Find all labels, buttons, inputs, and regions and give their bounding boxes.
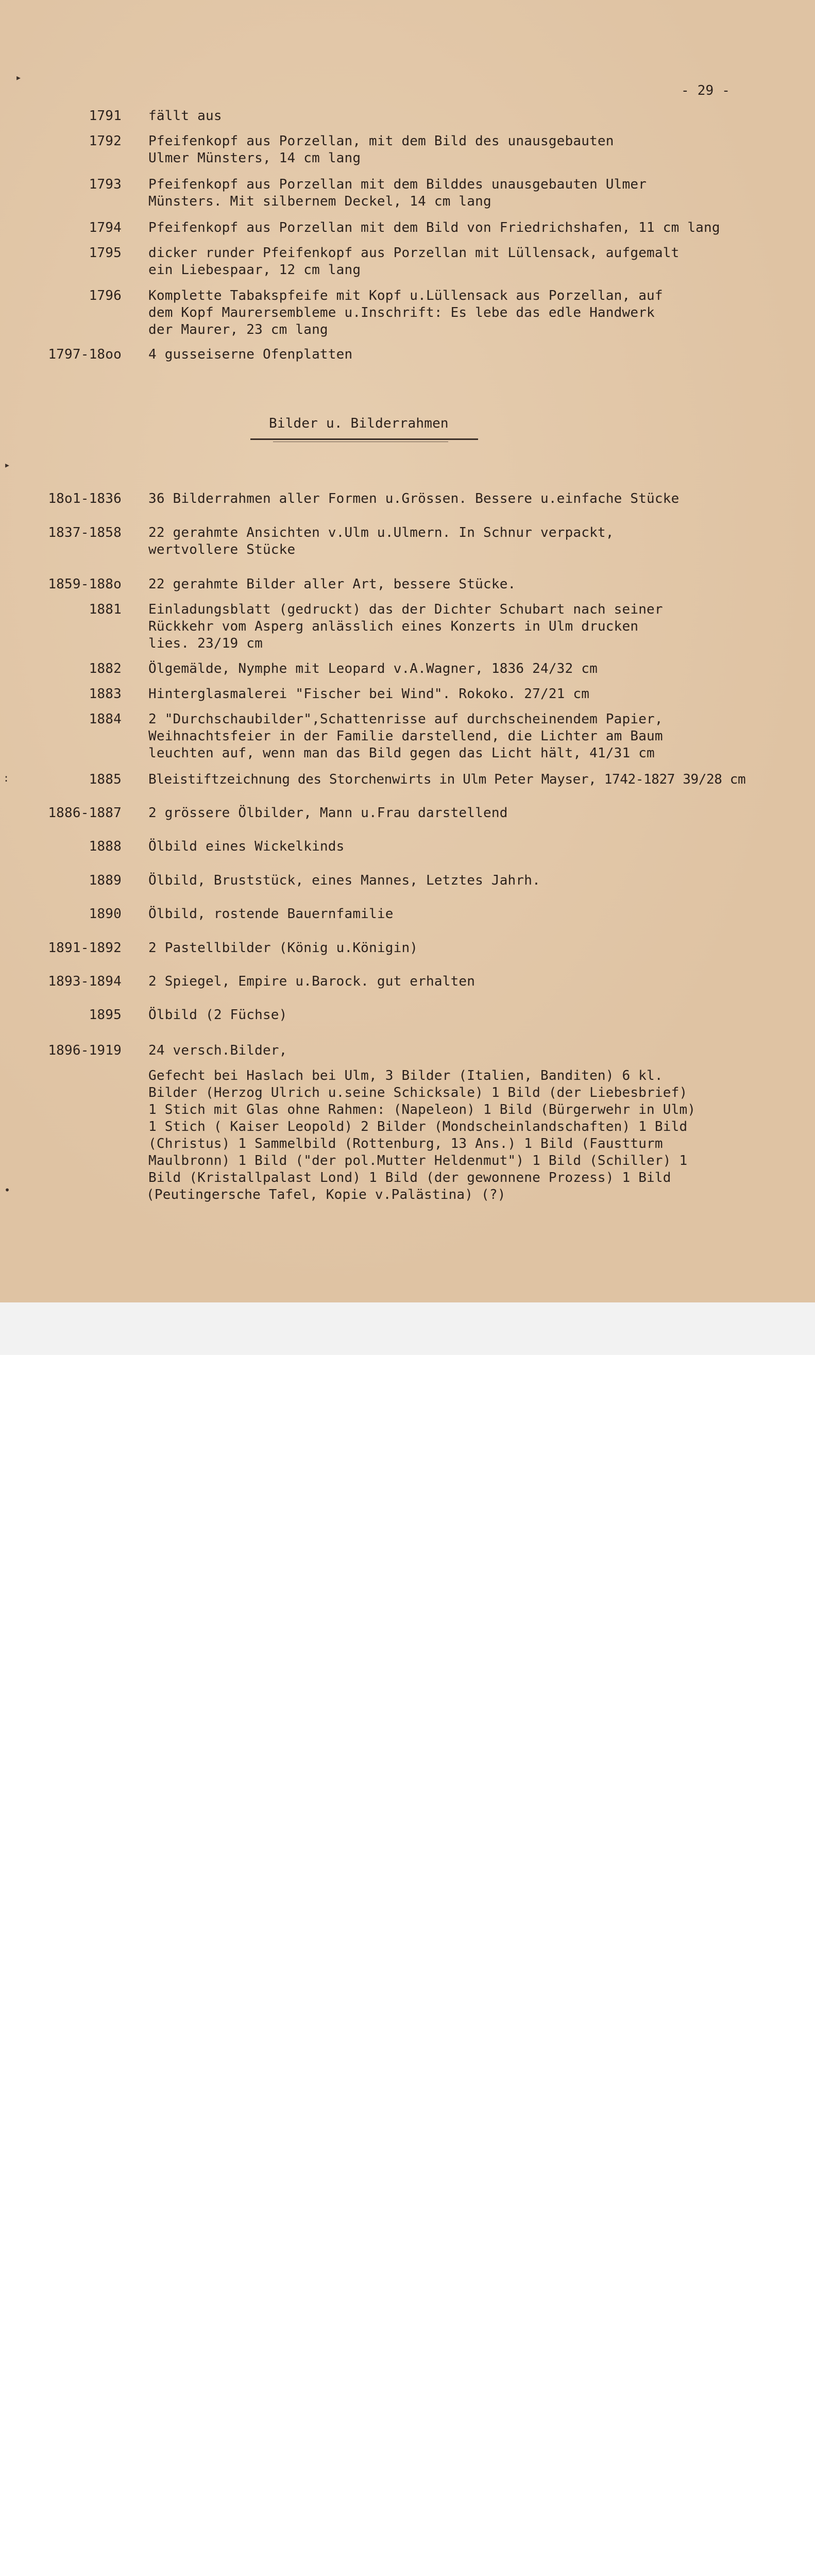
margin-dot: • bbox=[4, 1184, 11, 1196]
paragraph-line: 1 Stich mit Glas ohne Rahmen: (Napeleon) 1 Bild (Bürgerwehr in Ulm) bbox=[148, 1102, 696, 1117]
entry-line: 24 versch.Bilder, bbox=[148, 1043, 287, 1058]
paragraph-line: Maulbronn) 1 Bild ("der pol.Mutter Heldenmut") 1 Bild (Schiller) 1 bbox=[148, 1153, 688, 1168]
entry-number: 1891-1892 bbox=[48, 940, 122, 956]
margin-dot: ▸ bbox=[15, 71, 22, 83]
entry-number: 1794 bbox=[89, 220, 122, 235]
entry-number: 1796 bbox=[89, 288, 122, 303]
entry-line: ein Liebespaar, 12 cm lang bbox=[148, 262, 361, 278]
entry-line: fällt aus bbox=[148, 108, 222, 124]
entry-number: 1883 bbox=[89, 686, 122, 702]
entry-line: 2 Spiegel, Empire u.Barock. gut erhalten bbox=[148, 974, 476, 989]
entry-line: Ölbild, Bruststück, eines Mannes, Letztes Jahrh. bbox=[148, 873, 540, 888]
entry-line: Rückkehr vom Asperg anlässlich eines Konzerts in Ulm drucken bbox=[148, 619, 639, 634]
entry-line: 36 Bilderrahmen aller Formen u.Grössen. Bessere u.einfache Stücke bbox=[148, 491, 680, 506]
entry-line: 2 Pastellbilder (König u.Königin) bbox=[148, 940, 418, 956]
entry-number: 1859-188o bbox=[48, 577, 122, 592]
footer-bar bbox=[0, 1302, 815, 1355]
entry-number: 1895 bbox=[89, 1007, 122, 1023]
entry-line: 22 gerahmte Ansichten v.Ulm u.Ulmern. In Schnur verpackt, bbox=[148, 525, 614, 540]
entry-number: 1896-1919 bbox=[48, 1043, 122, 1058]
section-heading: Bilder u. Bilderrahmen bbox=[269, 416, 449, 431]
entry-line: Komplette Tabakspfeife mit Kopf u.Lüllensack aus Porzellan, auf bbox=[148, 288, 663, 303]
entry-line: 2 "Durchschaubilder",Schattenrisse auf durchscheinendem Papier, bbox=[148, 711, 663, 727]
entry-line: der Maurer, 23 cm lang bbox=[148, 322, 328, 337]
margin-dot: : bbox=[3, 772, 10, 784]
heading-underline bbox=[250, 438, 478, 440]
entry-number: 1890 bbox=[89, 906, 122, 922]
entry-number: 1881 bbox=[89, 602, 122, 617]
entry-line: Ölgemälde, Nymphe mit Leopard v.A.Wagner, 1836 24/32 cm bbox=[148, 661, 598, 676]
entry-line: wertvollere Stücke bbox=[148, 542, 296, 557]
entry-line: Münsters. Mit silbernem Deckel, 14 cm lang bbox=[148, 194, 491, 209]
entry-line: Ölbild, rostende Bauernfamilie bbox=[148, 906, 394, 922]
entry-line: Ulmer Münsters, 14 cm lang bbox=[148, 150, 361, 166]
entry-number: 1882 bbox=[89, 661, 122, 676]
entry-number: 18o1-1836 bbox=[48, 491, 122, 506]
entry-line: Einladungsblatt (gedruckt) das der Dichter Schubart nach seiner bbox=[148, 602, 663, 617]
entry-number: 1791 bbox=[89, 108, 122, 124]
margin-dot: ▸ bbox=[4, 459, 11, 471]
entry-number: 1793 bbox=[89, 177, 122, 192]
entry-number: 1886-1887 bbox=[48, 805, 122, 821]
entry-number: 1889 bbox=[89, 873, 122, 888]
paragraph-line: Bild (Kristallpalast Lond) 1 Bild (der gewonnene Prozess) 1 Bild bbox=[148, 1170, 671, 1185]
paragraph-line: (Christus) 1 Sammelbild (Rottenburg, 13 Ans.) 1 Bild (Faustturm bbox=[148, 1136, 663, 1151]
entry-line: Bleistiftzeichnung des Storchenwirts in Ulm Peter Mayser, 1742-1827 39/28 cm bbox=[148, 772, 746, 787]
entry-number: 1885 bbox=[89, 772, 122, 787]
entry-line: Ölbild eines Wickelkinds bbox=[148, 839, 345, 854]
entry-line: Hinterglasmalerei "Fischer bei Wind". Rokoko. 27/21 cm bbox=[148, 686, 590, 702]
paragraph-line: Gefecht bei Haslach bei Ulm, 3 Bilder (Italien, Banditen) 6 kl. bbox=[148, 1068, 663, 1083]
entry-line: 2 grössere Ölbilder, Mann u.Frau darstellend bbox=[148, 805, 508, 821]
entry-number: 1795 bbox=[89, 245, 122, 261]
entry-line: Pfeifenkopf aus Porzellan mit dem Bilddes unausgebauten Ulmer bbox=[148, 177, 647, 192]
entry-number: 1797-18oo bbox=[48, 347, 122, 362]
entry-line: 4 gusseiserne Ofenplatten bbox=[148, 347, 353, 362]
entry-line: dem Kopf Maurersembleme u.Inschrift: Es lebe das edle Handwerk bbox=[148, 305, 655, 320]
entry-line: 22 gerahmte Bilder aller Art, bessere Stücke. bbox=[148, 577, 516, 592]
entry-number: 1837-1858 bbox=[48, 525, 122, 540]
entry-number: 1792 bbox=[89, 133, 122, 149]
entry-line: Pfeifenkopf aus Porzellan, mit dem Bild des unausgebauten bbox=[148, 133, 614, 149]
paragraph-line: 1 Stich ( Kaiser Leopold) 2 Bilder (Mondscheinlandschaften) 1 Bild bbox=[148, 1119, 688, 1134]
entry-line: Pfeifenkopf aus Porzellan mit dem Bild von Friedrichshafen, 11 cm lang bbox=[148, 220, 720, 235]
entry-number: 1884 bbox=[89, 711, 122, 727]
entry-line: lies. 23/19 cm bbox=[148, 636, 263, 651]
entry-number: 1888 bbox=[89, 839, 122, 854]
paragraph-line: Bilder (Herzog Ulrich u.seine Schicksale) 1 Bild (der Liebesbrief) bbox=[148, 1085, 688, 1100]
entry-line: dicker runder Pfeifenkopf aus Porzellan mit Lüllensack, aufgemalt bbox=[148, 245, 680, 261]
entry-line: Ölbild (2 Füchse) bbox=[148, 1007, 287, 1023]
paragraph-line: (Peutingersche Tafel, Kopie v.Palästina) (?) bbox=[146, 1187, 506, 1202]
entry-line: Weihnachtsfeier in der Familie darstellend, die Lichter am Baum bbox=[148, 728, 663, 744]
entry-number: 1893-1894 bbox=[48, 974, 122, 989]
entry-line: leuchten auf, wenn man das Bild gegen das Licht hält, 41/31 cm bbox=[148, 745, 655, 761]
page-number: - 29 - bbox=[681, 83, 731, 98]
